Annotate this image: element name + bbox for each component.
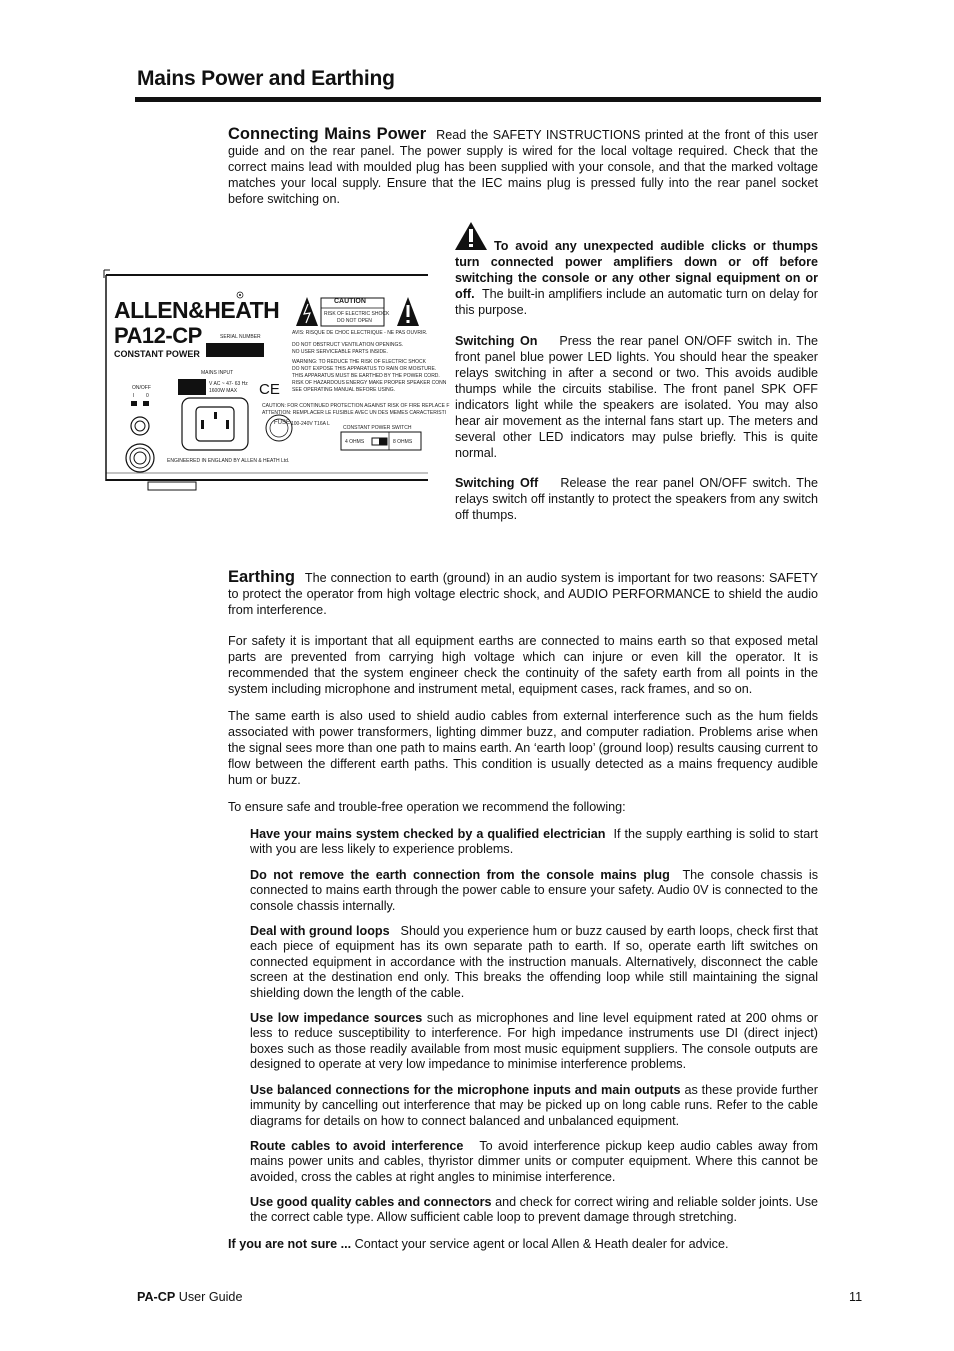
rear-panel-illustration xyxy=(104,268,450,492)
footer-guide-name xyxy=(137,1290,242,1304)
footer-page-number: 11 xyxy=(849,1290,863,1304)
switching-off-heading: Switching Off xyxy=(455,476,539,490)
recommendation-item xyxy=(250,1011,818,1073)
recommendation-text: To avoid interference pickup keep audio cables away from mains power units and cables, thyristor dimmer units or computer equipment. Where this cannot be avoided, cross the cables at right angles to minimise interference. xyxy=(250,1139,818,1184)
mains-input-label: MAINS INPUT xyxy=(201,370,234,376)
earthing-paragraph-4: To ensure safe and trouble-free operation we recommend the following: xyxy=(228,800,626,814)
switching-off-text: Release the rear panel ON/OFF switch. The relays switch off instantly to protect the speakers from any switch off thumps. xyxy=(455,476,819,522)
recommendation-heading: Deal with ground loops xyxy=(250,924,390,938)
warning-line2: DO NOT EXPOSE THIS APPARATUS TO RAIN OR MOISTURE. xyxy=(292,366,437,372)
title-rule xyxy=(135,97,821,102)
recommendation-item xyxy=(250,1139,818,1185)
ohms-4-label: 4 OHMS xyxy=(345,439,365,445)
earthing-intro xyxy=(228,569,818,618)
caution-line2: DO NOT OPEN xyxy=(337,318,372,324)
connecting-heading: Connecting Mains Power xyxy=(228,125,427,143)
ventilation-line2: NO USER SERVICEABLE PARTS INSIDE. xyxy=(292,349,388,355)
voltage-text: V AC ~ 47- 63 Hz xyxy=(209,381,248,387)
ventilation-line1: DO NOT OBSTRUCT VENTILATION OPENINGS. xyxy=(292,342,404,348)
caution-title: CAUTION xyxy=(334,298,366,305)
warning-line5: SEE OPERATING MANUAL BEFORE USING. xyxy=(292,387,396,393)
panel-brand: ALLEN&HEATH xyxy=(114,297,280,323)
recommendation-item xyxy=(250,1195,818,1226)
caution-fire-line1: CAUTION: FOR CONTINUED PROTECTION AGAINST RISK OF FIRE REPLACE F xyxy=(262,403,450,409)
engineered-text: ENGINEERED IN ENGLAND BY ALLEN & HEATH Ltd. xyxy=(167,458,290,464)
recommendation-text: as these provide further immunity by cancelling out interference that may be picked up on long cable runs. Refer to the cable diagrams for details on how to connect balanced and unbalanced equipment. xyxy=(250,1083,818,1128)
ohms-8-label: 8 OHMS xyxy=(393,439,413,445)
advice-text: Contact your service agent or local Allen & Heath dealer for advice. xyxy=(354,1237,729,1251)
advice-bold: If you are not sure ... xyxy=(228,1237,352,1251)
advice-line xyxy=(228,1236,818,1252)
recommendation-text: If the supply earthing is solid to start with you are less likely to experience problems. xyxy=(250,827,819,857)
recommendation-heading: Route cables to avoid interference xyxy=(250,1139,464,1153)
recommendation-item xyxy=(250,1083,818,1129)
recommendation-heading: Have your mains system checked by a qualified electrician xyxy=(250,827,606,841)
earthing-intro-text: The connection to earth (ground) in an audio system is important for two reasons: SAFETY to protect the operator from high voltage electric shock, and AUDIO PERFORMANCE to shield the audio from interference. xyxy=(228,571,818,617)
warning-text: The built-in amplifiers include an automatic turn on delay for this purpose. xyxy=(455,287,818,317)
recommendation-heading: Do not remove the earth connection from the console mains plug xyxy=(250,868,670,882)
onoff-label: ON/OFF xyxy=(132,385,151,391)
warning-paragraph xyxy=(455,238,818,318)
serial-number-label: SERIAL NUMBER xyxy=(220,334,261,340)
switching-off-section xyxy=(455,475,818,523)
caution-fire-line2: ATTENTION: REMPLACER LE FUSIBLE AVEC UN DES MEMES CARACTERISTI xyxy=(262,410,447,416)
avis-text: AVIS: RISQUE DE CHOC ELECTRIQUE - NE PAS OUVRIR. xyxy=(292,330,428,336)
earthing-paragraph-3: The same earth is also used to shield audio cables from external interference such as the hum fields associated with power transformers, lighting dimmer buzz, and computer radiation. Problems arise when the signal sees more than one path to mains earth. An ‘earth loop’ (ground loop) results causing current to flow between the different earth paths. This condition is usually detected as a mains frequency audible hum or buzz. xyxy=(228,709,818,787)
recommendation-heading: Use balanced connections for the microphone inputs and main outputs xyxy=(250,1083,681,1097)
recommendation-heading: Use low impedance sources xyxy=(250,1011,423,1025)
caution-line1: RISK OF ELECTRIC SHOCK xyxy=(324,311,390,317)
recommendation-item xyxy=(250,868,818,914)
switching-on-heading: Switching On xyxy=(455,334,538,348)
switching-on-section xyxy=(455,333,818,461)
onoff-off-mark: 0 xyxy=(146,393,149,399)
earthing-paragraph-2: For safety it is important that all equipment earths are connected to mains earth so that exposed metal parts are prevented from carrying high voltage which can injure or even kill the operator. It is recommended that the system engineer check the continuity of the safety earth from all points in the system including microphone and instrument metal, equipment cases, rack frames, and so on. xyxy=(228,634,818,696)
recommendation-text: Should you experience hum or buzz caused by earth loops, check first that each piece of equipment has its own separate path to earth. If so, operate earth lift switches on connected equipment in accordance with the instruction manuals. Alternatively, disconnect the cable screen at the destination end only. This breaks the offending loop while still maintaining the signal shielding down the length of the cable. xyxy=(250,924,818,1000)
recommendation-item xyxy=(250,827,818,858)
warning-line1: WARNING: TO REDUCE THE RISK OF ELECTRIC SHOCK xyxy=(292,359,426,365)
warning-bold: To avoid any unexpected audible clicks or thumps turn connected power amplifiers down or off before switching the console or any other signal equipment on or off. xyxy=(455,239,818,301)
cp-switch-label: CONSTANT POWER SWITCH xyxy=(343,425,412,431)
recommendation-text: such as microphones and line level equipment rated at 200 ohms or less to reduce susceptibility to interference. For high impedance instruments use DI (direct inject) boxes such as those readily available from most music equipment suppliers. The console outputs are designed to operate at very low impedance to minimise interference problems. xyxy=(250,1011,818,1072)
panel-subtitle: CONSTANT POWER xyxy=(114,349,200,359)
recommendation-heading: Use good quality cables and connectors xyxy=(250,1195,492,1209)
connecting-section xyxy=(228,126,818,207)
page-title: Mains Power and Earthing xyxy=(137,67,395,90)
connecting-text: Read the SAFETY INSTRUCTIONS printed at the front of this user guide and on the rear panel. The power supply is wired for the local voltage required. Check that the correct mains lead with moulded plug has been supplied with your console, and that the marked voltage matches your local supply. Ensure that the IEC mains plug is pressed fully into the rear panel socket before switching on. xyxy=(228,128,818,206)
recommendation-item xyxy=(250,924,818,1001)
onoff-on-mark: I xyxy=(133,393,135,399)
warning-line4: RISK OF HAZARDOUS ENERGY MAKE PROPER SPEAKER CONN xyxy=(292,380,447,386)
ce-mark: CE xyxy=(259,381,280,398)
footer-guide-bold: PA-CP xyxy=(137,1290,176,1304)
fuse-label: FUSE xyxy=(274,420,291,426)
switching-on-text: Press the rear panel ON/OFF switch in. The front panel blue power LED lights. You should hear the speaker relays switching in after a second or two. This avoids audible thumps while the circuits stabilise. The front panel SPK OFF indicators light while the speakers are isolated. You may also hear air movement as the internal fans start up. The meters and several other LED indicators may pulse briefly. This is quite normal. xyxy=(455,334,818,460)
fuse-value: 100-240V T16A L xyxy=(291,421,330,427)
wattage-text: 1600W MAX xyxy=(209,388,238,394)
earthing-heading: Earthing xyxy=(228,568,295,586)
panel-model: PA12-CP xyxy=(114,323,202,348)
recommendation-text: and check for correct wiring and reliable solder joints. Use the correct cable type. Allow sufficient cable loop to prevent damage through stretching. xyxy=(250,1195,818,1225)
recommendation-text: The console chassis is connected to mains earth through the power cable to ensure your safety. Audio 0V is connected to the console chassis internally. xyxy=(250,868,818,913)
warning-line3: THIS APPARATUS MUST BE EARTHED BY THE POWER CORD. xyxy=(292,373,440,379)
footer-guide-text: User Guide xyxy=(178,1290,243,1304)
